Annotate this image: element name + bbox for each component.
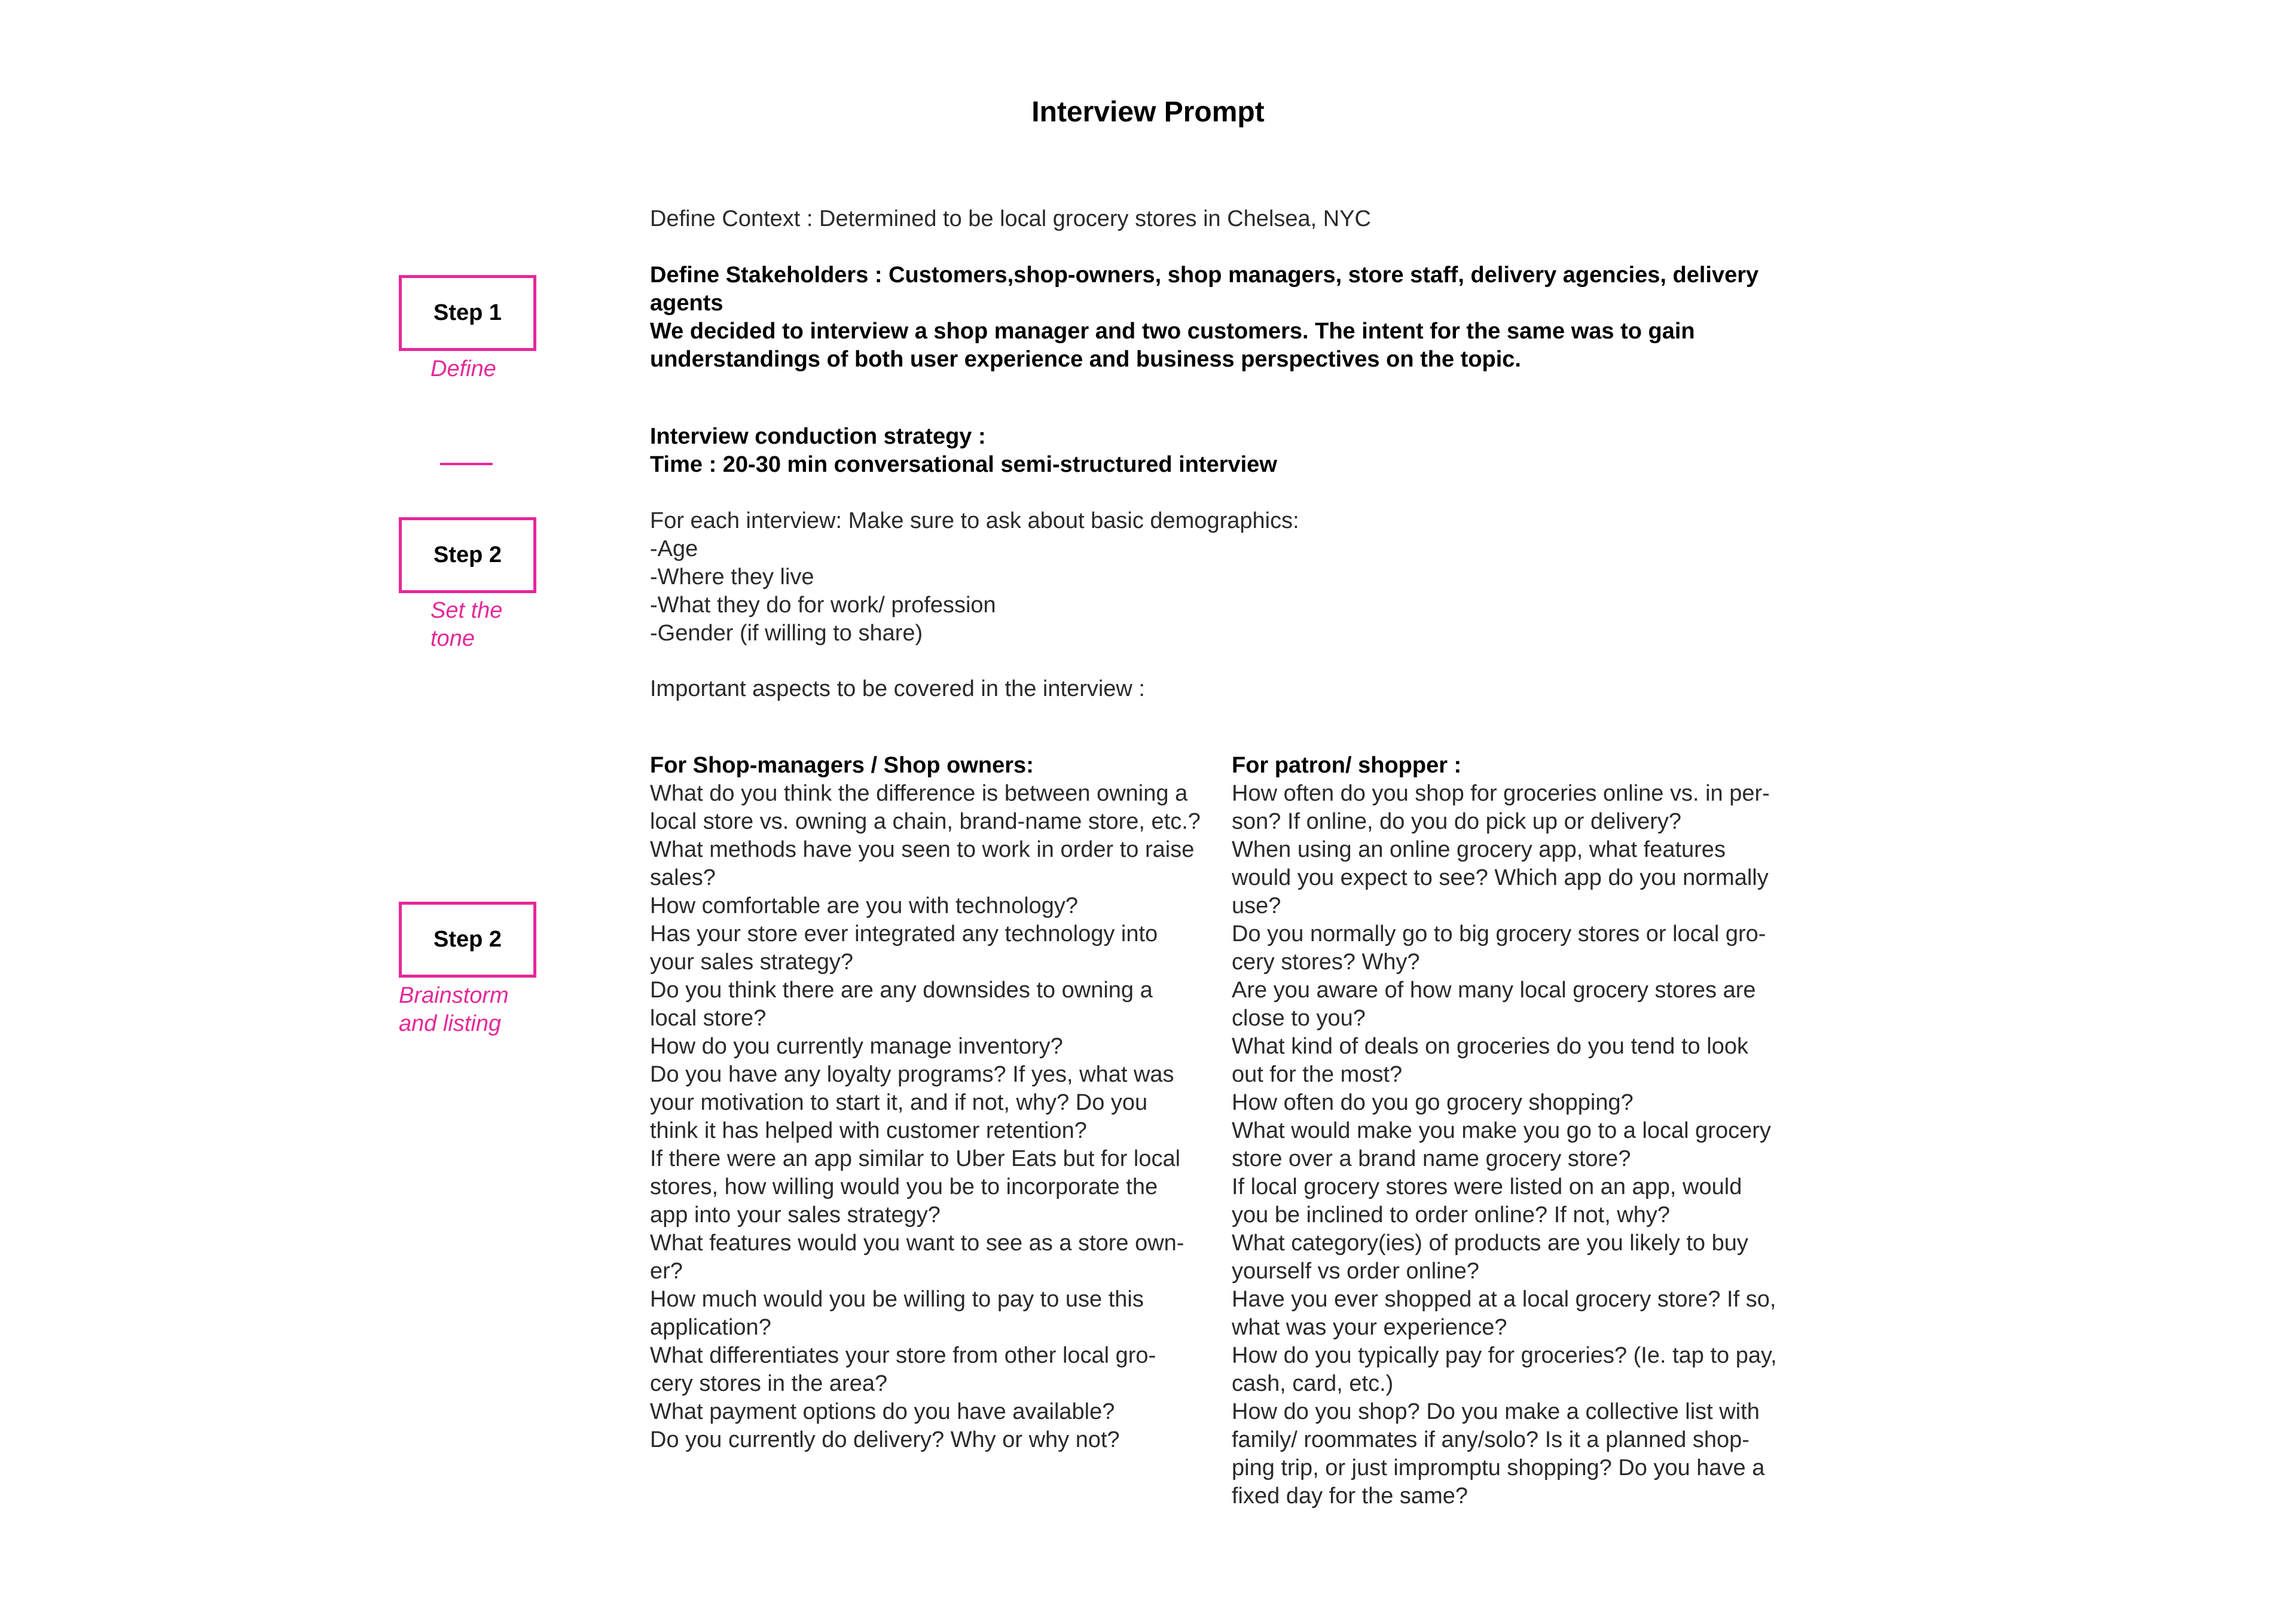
patrons-question-line: How do you shop? Do you make a collective list with: [1232, 1399, 1760, 1424]
demographics-line: -Where they live: [650, 564, 814, 590]
managers-question-line: your motivation to start it, and if not, why? Do you: [650, 1090, 1148, 1115]
step-3-label: Step 2: [433, 927, 502, 952]
step-2-caption-line-2: tone: [430, 626, 475, 651]
demographics-line: -Age: [650, 536, 698, 561]
managers-question-line: er?: [650, 1259, 683, 1284]
managers-question-line: What payment options do you have available?: [650, 1399, 1115, 1424]
patrons-question-line: close to you?: [1232, 1006, 1366, 1031]
strategy-line: Interview conduction strategy :: [650, 424, 986, 449]
managers-question-line: sales?: [650, 865, 716, 890]
step-1-box: [399, 275, 536, 351]
patrons-question-line: family/ roommates if any/solo? Is it a planned shop-: [1232, 1427, 1750, 1452]
patrons-column: [1232, 752, 1794, 1510]
patrons-question-line: How often do you go grocery shopping?: [1232, 1090, 1634, 1115]
demographics-line: For each interview: Make sure to ask about basic demographics:: [650, 508, 1299, 533]
managers-question-line: Has your store ever integrated any technology into: [650, 921, 1158, 947]
step-3-caption-line-1: Brainstorm: [399, 983, 509, 1008]
step-3-caption-line-2: and listing: [399, 1011, 502, 1036]
demographics-line: -Gender (if willing to share): [650, 621, 923, 646]
strategy-line: Time : 20-30 min conversational semi-structured interview: [650, 452, 1277, 477]
managers-question-line: What features would you want to see as a store own-: [650, 1231, 1184, 1256]
managers-question-line: What methods have you seen to work in order to raise: [650, 837, 1195, 862]
step-3-box: [399, 902, 536, 978]
stakeholders-line: We decided to interview a shop manager and two customers. The intent for the same was to gain: [650, 319, 1695, 344]
patrons-question-line: cash, card, etc.): [1232, 1371, 1394, 1396]
step-2-caption-line-1: Set the: [430, 598, 503, 623]
patrons-question-line: How do you typically pay for groceries? (Ie. tap to pay,: [1232, 1343, 1777, 1368]
managers-heading: For Shop-managers / Shop owners:: [650, 753, 1034, 778]
demographics-block: [650, 507, 1299, 648]
strategy-block: [650, 423, 1277, 479]
patrons-question-line: When using an online grocery app, what features: [1232, 837, 1726, 862]
patrons-question-line: What kind of deals on groceries do you tend to look: [1232, 1034, 1748, 1059]
managers-question-line: local store?: [650, 1006, 767, 1031]
managers-question-line: local store vs. owning a chain, brand-name store, etc.?: [650, 809, 1201, 834]
patrons-question-line: How often do you shop for groceries online vs. in per-: [1232, 781, 1770, 806]
step-3-caption: [399, 982, 509, 1038]
managers-question-line: What do you think the difference is between owning a: [650, 781, 1188, 806]
managers-question-line: think it has helped with customer retention?: [650, 1118, 1087, 1143]
managers-column: [650, 752, 1212, 1454]
patrons-question-line: what was your experience?: [1232, 1315, 1507, 1340]
step-2-label: Step 2: [433, 542, 502, 567]
patrons-question-line: use?: [1232, 893, 1281, 918]
managers-question-line: If there were an app similar to Uber Eats but for local: [650, 1146, 1181, 1171]
patrons-question-line: Are you aware of how many local grocery stores are: [1232, 978, 1756, 1003]
managers-question-line: your sales strategy?: [650, 950, 854, 975]
step-2-caption: [430, 597, 502, 653]
aspects-text: Important aspects to be covered in the interview :: [650, 676, 1145, 701]
managers-question-line: How comfortable are you with technology?: [650, 893, 1079, 918]
managers-question-line: stores, how willing would you be to incorporate the: [650, 1174, 1158, 1199]
patrons-question-line: ping trip, or just impromptu shopping? Do you have a: [1232, 1455, 1765, 1480]
patrons-question-line: cery stores? Why?: [1232, 950, 1420, 975]
patrons-question-line: Have you ever shopped at a local grocery store? If so,: [1232, 1287, 1776, 1312]
stakeholders-line: Define Stakeholders : Customers,shop-owners, shop managers, store staff, delivery agencies, delivery: [650, 262, 1759, 288]
managers-question-line: Do you have any loyalty programs? If yes, what was: [650, 1062, 1174, 1087]
step-2-box: [399, 517, 536, 593]
stakeholders-block: [650, 261, 1846, 374]
patrons-question-line: would you expect to see? Which app do you normally: [1232, 865, 1769, 890]
demographics-line: -What they do for work/ profession: [650, 593, 996, 618]
step-connector: [440, 463, 493, 465]
managers-question-line: app into your sales strategy?: [650, 1202, 941, 1228]
context-text: Define Context : Determined to be local grocery stores in Chelsea, NYC: [650, 206, 1371, 231]
patrons-question-line: out for the most?: [1232, 1062, 1403, 1087]
stakeholders-line: understandings of both user experience and business perspectives on the topic.: [650, 347, 1521, 372]
patrons-question-line: you be inclined to order online? If not, why?: [1232, 1202, 1671, 1228]
patrons-question-line: Do you normally go to big grocery stores or local gro-: [1232, 921, 1766, 947]
patrons-question-line: son? If online, do you do pick up or delivery?: [1232, 809, 1682, 834]
patrons-question-line: store over a brand name grocery store?: [1232, 1146, 1631, 1171]
patrons-question-line: If local grocery stores were listed on an app, would: [1232, 1174, 1742, 1199]
patrons-question-line: What would make you make you go to a local grocery: [1232, 1118, 1771, 1143]
patrons-heading: For patron/ shopper :: [1232, 753, 1462, 778]
managers-question-line: How do you currently manage inventory?: [650, 1034, 1063, 1059]
managers-question-line: application?: [650, 1315, 771, 1340]
patrons-question-line: fixed day for the same?: [1232, 1483, 1468, 1509]
managers-question-line: Do you currently do delivery? Why or why not?: [650, 1427, 1120, 1452]
patrons-question-line: What category(ies) of products are you likely to buy: [1232, 1231, 1748, 1256]
managers-question-line: Do you think there are any downsides to owning a: [650, 978, 1153, 1003]
managers-question-line: cery stores in the area?: [650, 1371, 888, 1396]
patrons-question-line: yourself vs order online?: [1232, 1259, 1479, 1284]
step-1-caption-line: Define: [430, 356, 496, 381]
managers-question-line: How much would you be willing to pay to use this: [650, 1287, 1144, 1312]
step-1-label: Step 1: [433, 300, 502, 325]
stakeholders-line: agents: [650, 291, 723, 316]
step-1-caption: [430, 355, 496, 383]
page-title: Interview Prompt: [1031, 96, 1265, 128]
managers-question-line: What differentiates your store from other local gro-: [650, 1343, 1156, 1368]
